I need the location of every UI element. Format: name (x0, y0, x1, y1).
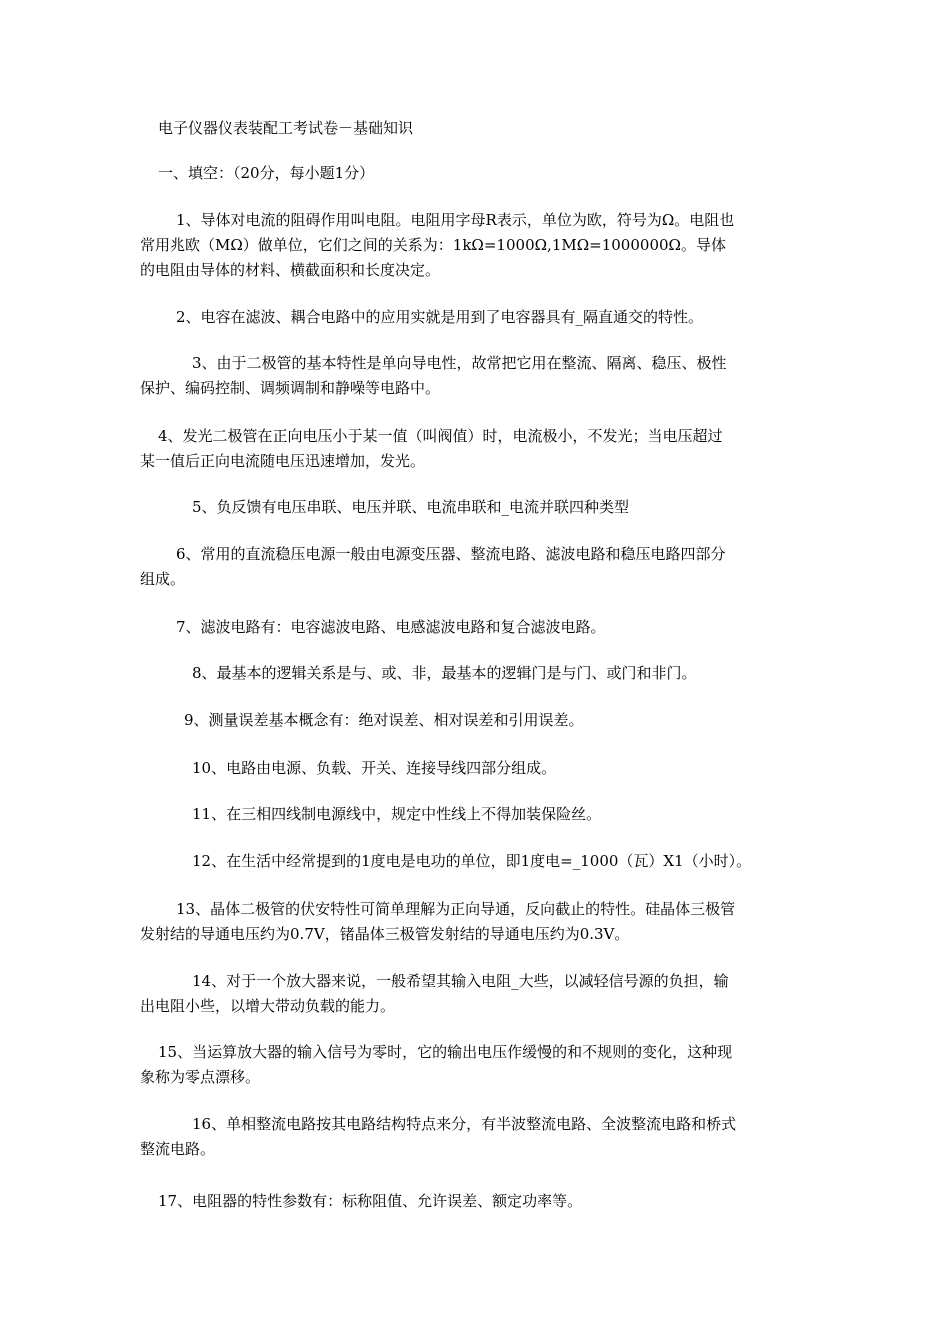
question-line: 的电阻由导体的材料、横截面积和长度决定。 (140, 261, 441, 279)
question-17 (140, 1189, 812, 1214)
question-12 (140, 849, 812, 874)
question-line: 保护、编码控制、调频调制和静噪等电路中。 (140, 379, 441, 397)
question-4 (140, 424, 812, 474)
document-title: 电子仪器仪表装配工考试卷－基础知识 (158, 119, 414, 137)
section-heading: 一、填空：（20分，每小题1分） (158, 164, 375, 182)
question-16 (140, 1112, 812, 1162)
question-13 (140, 897, 812, 947)
question-6 (140, 542, 812, 592)
question-line: 7、滤波电路有：电容滤波电路、电感滤波电路和复合滤波电路。 (176, 618, 606, 636)
question-line: 9、测量误差基本概念有：绝对误差、相对误差和引用误差。 (184, 711, 584, 729)
question-3 (140, 351, 812, 401)
question-line: 发射结的导通电压约为0.7V，锗晶体三极管发射结的导通电压约为0.3V。 (140, 925, 630, 943)
question-11 (140, 802, 812, 827)
question-line: 10、电路由电源、负载、开关、连接导线四部分组成。 (192, 759, 557, 777)
question-15 (140, 1040, 812, 1090)
question-line: 16、单相整流电路按其电路结构特点来分，有半波整流电路、全波整流电路和桥式 (192, 1115, 737, 1133)
question-line: 2、电容在滤波、耦合电路中的应用实就是用到了电容器具有_隔直通交的特性。 (176, 308, 704, 326)
question-line: 14、对于一个放大器来说，一般希望其输入电阻_大些，以减轻信号源的负担，输 (192, 972, 729, 990)
question-10 (140, 756, 812, 781)
question-7 (140, 615, 812, 640)
question-9 (140, 708, 812, 733)
question-line: 12、在生活中经常提到的1度电是电功的单位，即1度电=_1000（瓦）X1（小时）。 (192, 852, 752, 870)
question-8 (140, 661, 812, 686)
question-line: 8、最基本的逻辑关系是与、或、非，最基本的逻辑门是与门、或门和非门。 (192, 664, 697, 682)
question-line: 组成。 (140, 570, 186, 588)
question-line: 象称为零点漂移。 (140, 1068, 261, 1086)
question-line: 某一值后正向电流随电压迅速增加，发光。 (140, 452, 426, 470)
question-line: 4、发光二极管在正向电压小于某一值（叫阀值）时，电流极小，不发光；当电压超过 (158, 427, 723, 445)
question-line: 常用兆欧（MΩ）做单位，它们之间的关系为：1kΩ=1000Ω,1MΩ=1000000Ω。导体 (140, 236, 726, 254)
question-line: 1、导体对电流的阻碍作用叫电阻。电阻用字母R表示，单位为欧，符号为Ω。电阻也 (176, 211, 735, 229)
question-line: 17、电阻器的特性参数有：标称阻值、允许误差、额定功率等。 (158, 1192, 583, 1210)
question-line: 整流电路。 (140, 1140, 216, 1158)
question-line: 11、在三相四线制电源线中，规定中性线上不得加装保险丝。 (192, 805, 602, 823)
question-2 (140, 305, 812, 330)
question-5 (140, 495, 812, 520)
question-14 (140, 969, 812, 1019)
question-line: 5、负反馈有电压串联、电压并联、电流串联和_电流并联四种类型 (192, 498, 630, 516)
question-line: 3、由于二极管的基本特性是单向导电性，故常把它用在整流、隔离、稳压、极性 (192, 354, 727, 372)
question-line: 13、晶体二极管的伏安特性可简单理解为正向导通，反向截止的特性。硅晶体三极管 (176, 900, 736, 918)
question-line: 6、常用的直流稳压电源一般由电源变压器、整流电路、滤波电路和稳压电路四部分 (176, 545, 726, 563)
question-1 (140, 208, 812, 283)
question-line: 出电阻小些，以增大带动负载的能力。 (140, 997, 396, 1015)
question-line: 15、当运算放大器的输入信号为零时，它的输出电压作缓慢的和不规则的变化，这种现 (158, 1043, 733, 1061)
